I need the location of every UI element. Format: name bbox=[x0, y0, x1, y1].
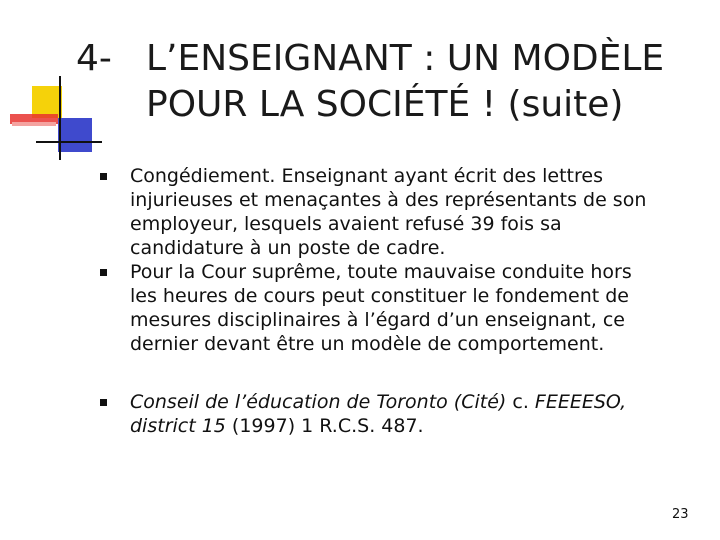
yellow-square bbox=[32, 86, 62, 118]
square-bullet-icon bbox=[100, 269, 107, 276]
bullet-item bbox=[100, 164, 710, 260]
bullet-list bbox=[100, 164, 710, 438]
square-bullet-icon bbox=[100, 399, 107, 406]
bullet-text-line: employeur, lesquels avaient refusé 39 fois sa bbox=[130, 213, 562, 235]
case-versus: c. bbox=[506, 391, 535, 413]
bullet-text-line: les heures de cours peut constituer le fondement de bbox=[130, 285, 630, 307]
case-party-district: district 15 bbox=[130, 415, 226, 437]
case-name: Conseil de l’éducation de Toronto (Cité) bbox=[130, 391, 507, 413]
bullet-text-line: candidature à un poste de cadre. bbox=[130, 237, 446, 259]
bullet-text-line: Congédiement. Enseignant ayant écrit des lettres bbox=[130, 165, 603, 187]
case-party: FEEEESO, bbox=[534, 391, 627, 413]
slide-title-line: POUR LA SOCIÉTÉ ! (suite) bbox=[146, 84, 624, 125]
blue-square bbox=[58, 118, 92, 152]
page-number: 23 bbox=[672, 507, 689, 522]
decorative-squares-logo bbox=[0, 0, 110, 170]
case-reference: (1997) 1 R.C.S. 487. bbox=[225, 415, 424, 437]
slide-title bbox=[146, 36, 706, 128]
bullet-item bbox=[100, 260, 710, 356]
square-bullet-icon bbox=[100, 173, 107, 180]
citation-bullet-item bbox=[100, 390, 710, 438]
citation-line bbox=[130, 414, 710, 438]
bullet-text-line: dernier devant être un modèle de comportement. bbox=[130, 333, 605, 355]
bullet-text-line: mesures disciplinaires à l’égard d’un enseignant, ce bbox=[130, 309, 625, 331]
bullet-text-line: injurieuses et menaçantes à des représentants de son bbox=[130, 189, 647, 211]
bullet-text-line: Pour la Cour suprême, toute mauvaise conduite hors bbox=[130, 261, 632, 283]
citation-line bbox=[130, 390, 710, 414]
slide-number-prefix: 4- bbox=[76, 38, 112, 79]
red-shadow bbox=[12, 122, 56, 126]
slide-title-line: L’ENSEIGNANT : UN MODÈLE bbox=[146, 38, 665, 79]
